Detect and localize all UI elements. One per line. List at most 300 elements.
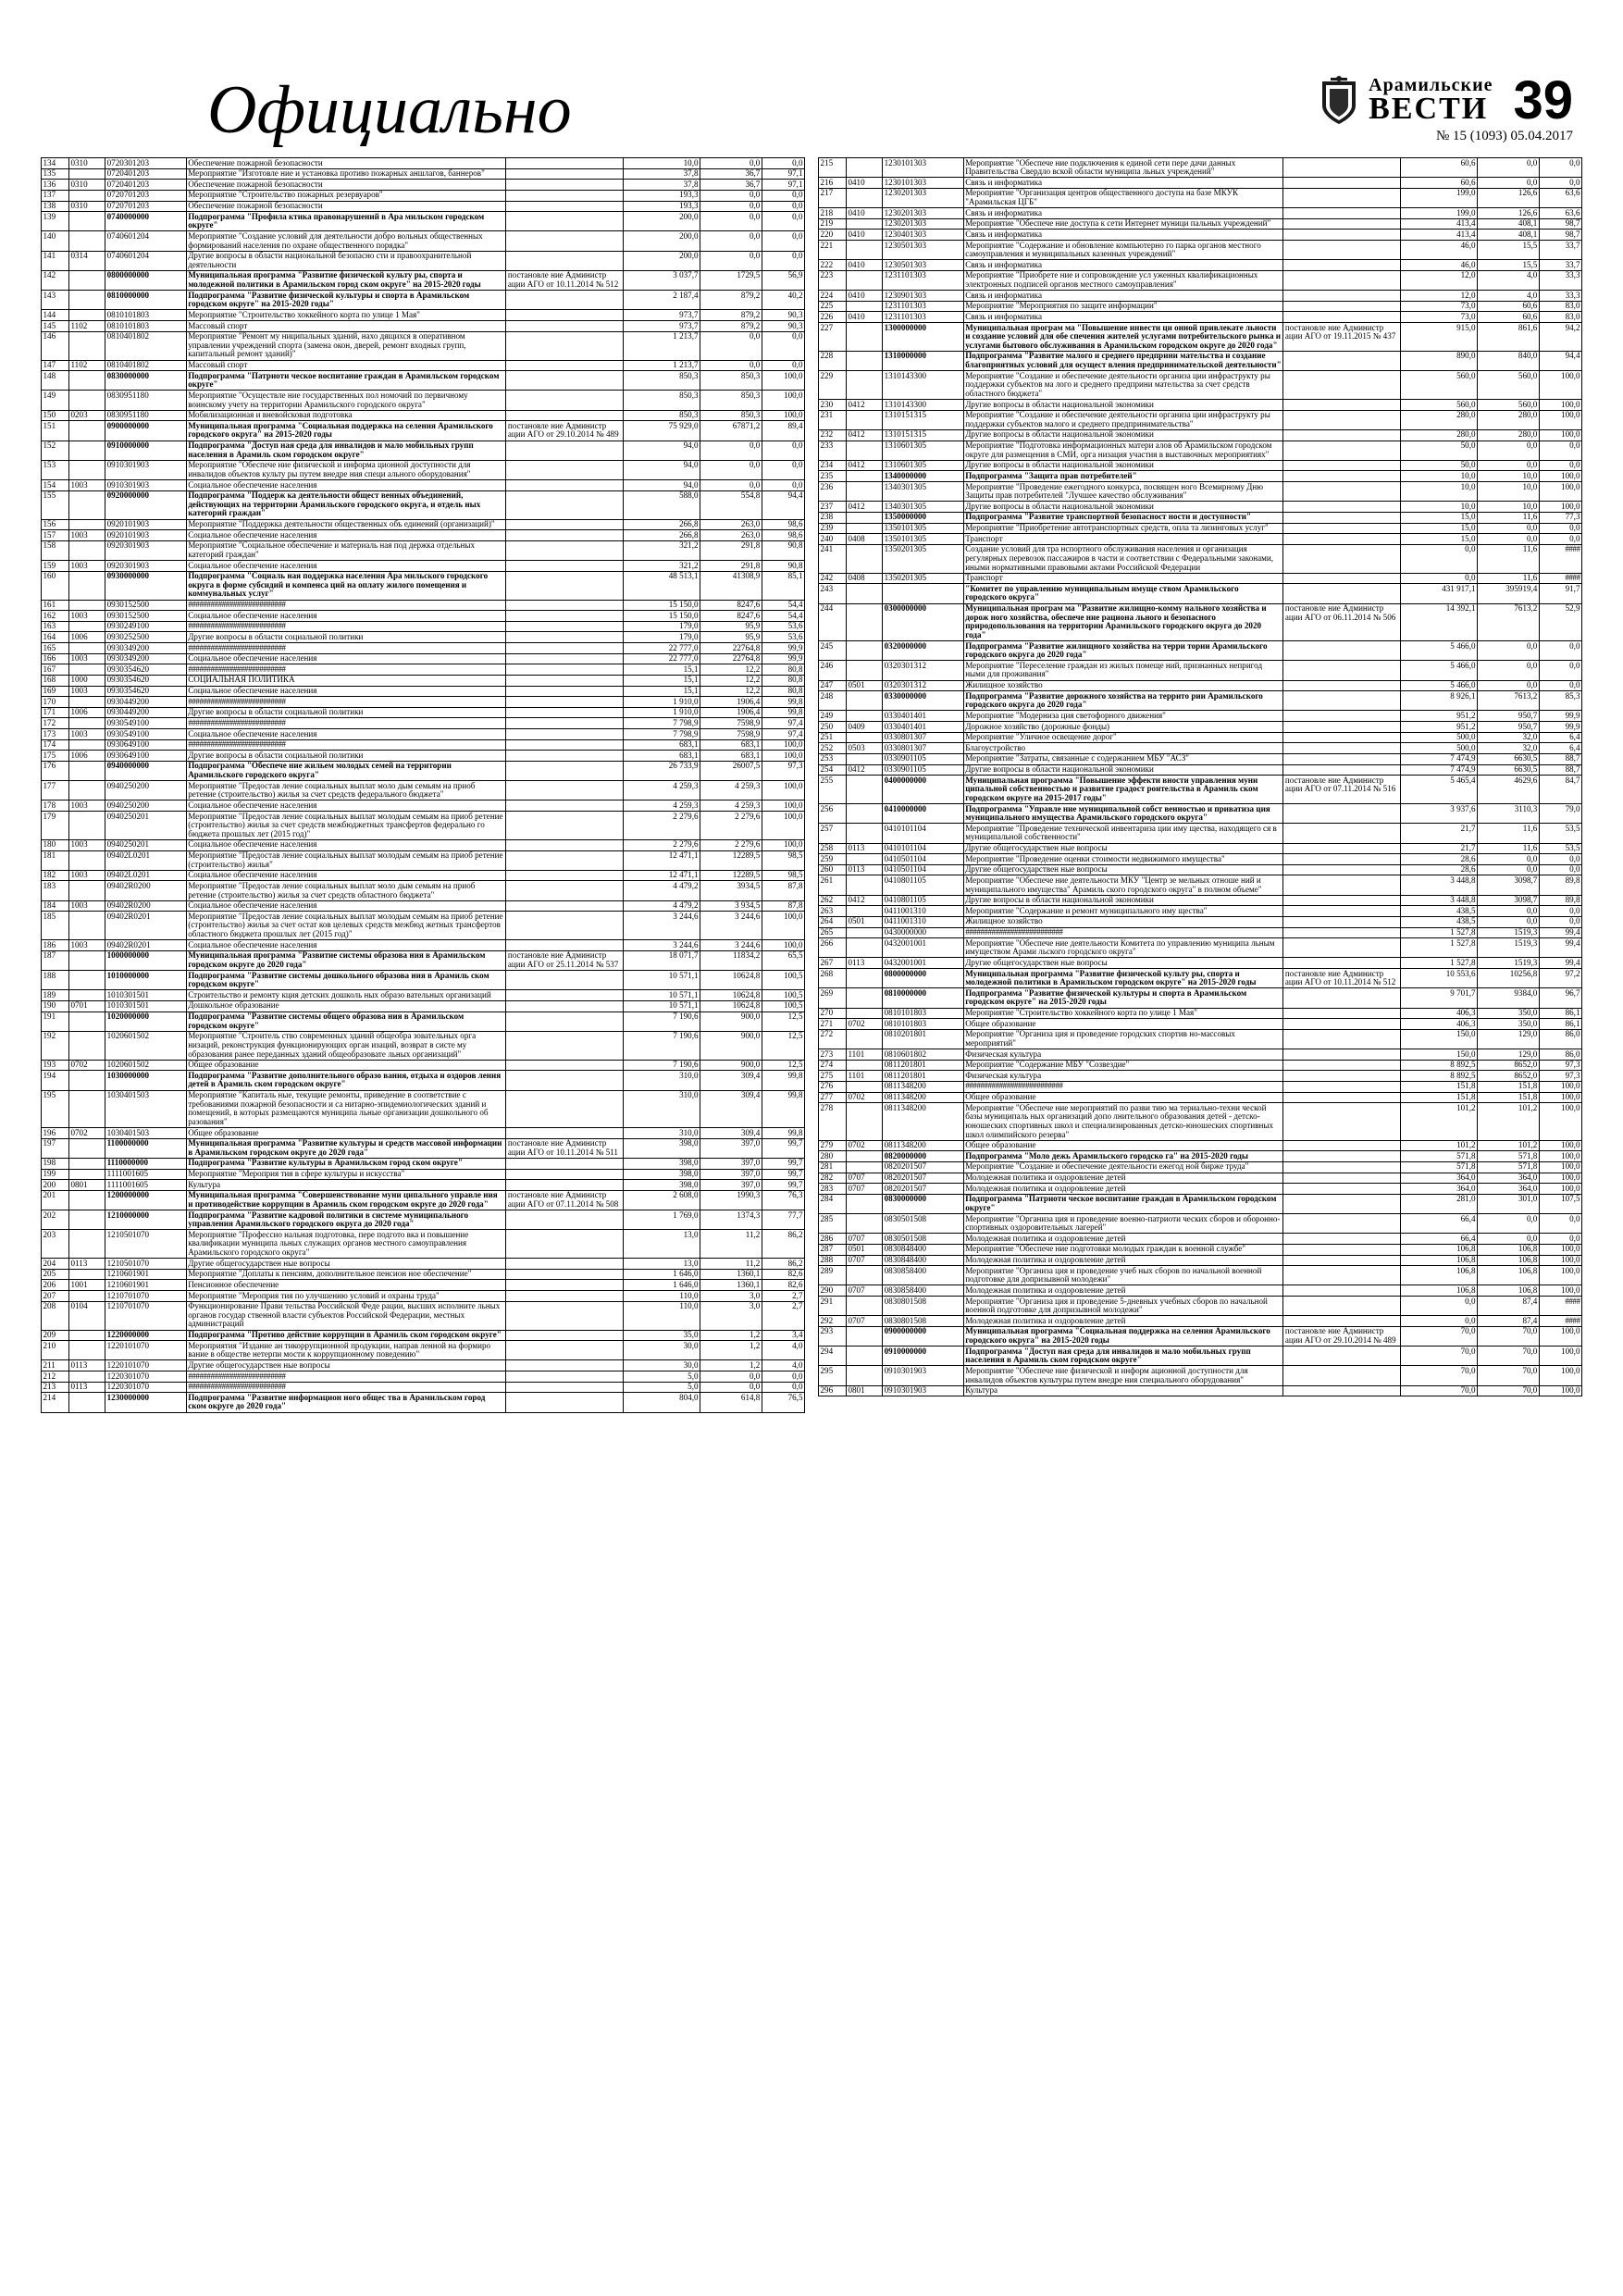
table-row (42, 1210, 805, 1230)
cell-c7: 0,0 (700, 190, 762, 201)
cell-c2: 1003 (68, 870, 105, 881)
cell-c7: 106,8 (1478, 1266, 1540, 1285)
table-row (42, 1000, 805, 1011)
cell-c5 (506, 739, 624, 751)
cell-c1: 186 (42, 940, 69, 951)
cell-c3: 1230201303 (883, 208, 964, 219)
cell-c8: 100,0 (762, 800, 804, 812)
cell-c4: Молодежная политика и оздоровление детей (963, 1285, 1283, 1297)
cell-c6: 106,8 (1401, 1266, 1478, 1285)
cell-c5 (506, 781, 624, 800)
cell-c3: 0940250200 (105, 781, 187, 800)
cell-c8: 100,0 (1539, 1244, 1581, 1255)
cell-c1: 192 (42, 1031, 69, 1060)
cell-c6: 1 910,0 (624, 707, 700, 718)
cell-c1: 210 (42, 1341, 69, 1360)
cell-c2 (68, 1269, 105, 1280)
cell-c3: 0720701203 (105, 201, 187, 212)
cell-c2 (846, 711, 882, 722)
cell-c4: Подпрограмма "Развитие физической культуры и спорта в Арамильском городском округе" на 2015-2020 годы (963, 988, 1283, 1008)
cell-c8: 98,7 (1539, 218, 1581, 230)
cell-c7: 11,2 (700, 1230, 762, 1259)
cell-c8: 99,4 (1539, 958, 1581, 969)
cell-c2: 0702 (846, 1019, 882, 1030)
cell-c8: 100,0 (1539, 1266, 1581, 1285)
table-row (42, 410, 805, 421)
cell-c3: 1230201303 (883, 188, 964, 207)
cell-c5 (1283, 1173, 1401, 1184)
cell-c3: 0930152500 (105, 611, 187, 622)
cell-c1: 255 (819, 776, 847, 804)
cell-c3: 1230101303 (883, 178, 964, 189)
cell-c3: 0810201801 (883, 1029, 964, 1049)
cell-c3: 1310601305 (883, 441, 964, 460)
cell-c7: 263,0 (700, 519, 762, 530)
cell-c1: 264 (819, 916, 847, 927)
cell-c1: 157 (42, 530, 69, 541)
cell-c2 (68, 812, 105, 840)
cell-c2 (68, 600, 105, 611)
cell-c4: Подпрограмма "Управле ние муниципальной собст венностью и приватиза ция муниципального имущества Арамильского городского округа" (963, 804, 1283, 824)
left-column (41, 157, 805, 1413)
cell-c3: 0320301312 (883, 680, 964, 691)
cell-c8: 0,0 (762, 190, 804, 201)
cell-c7: 0,0 (1478, 906, 1540, 917)
cell-c2: 1003 (68, 653, 105, 664)
cell-c5 (1283, 680, 1401, 691)
table-row (42, 1169, 805, 1180)
cell-c8: 12,5 (762, 1011, 804, 1031)
cell-c6: 66,4 (1401, 1214, 1478, 1234)
cell-c8: 100,0 (1539, 502, 1581, 513)
cell-c5 (506, 664, 624, 676)
cell-c4: Мероприятие "Приобрете ние и сопровождение усл уженных квалификационных электронных подписей органов местного самоуправления" (963, 270, 1283, 290)
table-row (819, 691, 1582, 711)
cell-c8: 98,5 (762, 870, 804, 881)
cell-c8: 0,0 (762, 212, 804, 231)
cell-c5 (506, 600, 624, 611)
cell-c2: 0113 (68, 1382, 105, 1393)
cell-c8: 82,6 (762, 1269, 804, 1280)
cell-c2: 0412 (846, 764, 882, 776)
cell-c3: 09402R0200 (105, 900, 187, 912)
table-row (42, 291, 805, 310)
cell-c2 (846, 1029, 882, 1049)
cell-c4: Мероприятие "Создание условий для деятельности добро вольных общественных формирований населения по охране общественного порядка" (186, 231, 506, 251)
cell-c1: 162 (42, 611, 69, 622)
cell-c2 (68, 1169, 105, 1180)
cell-c2: 1003 (68, 729, 105, 740)
cell-c3: 0930549100 (105, 718, 187, 729)
cell-c8: 100,0 (762, 371, 804, 391)
cell-c2: 0801 (846, 1385, 882, 1396)
table-row (819, 824, 1582, 843)
cell-c8: 100,0 (1539, 429, 1581, 441)
cell-c1: 284 (819, 1194, 847, 1213)
cell-c2 (846, 988, 882, 1008)
cell-c2: 1003 (68, 480, 105, 491)
cell-c3: 1111001605 (105, 1169, 187, 1180)
cell-c6: 951,2 (1401, 711, 1478, 722)
cell-c5 (506, 1011, 624, 1031)
cell-c3: 0720301203 (105, 158, 187, 169)
cell-c6: 200,0 (624, 212, 700, 231)
cell-c7: 614,8 (700, 1393, 762, 1412)
cell-c7: 0,0 (1478, 854, 1540, 865)
cell-c1: 251 (819, 732, 847, 743)
cell-c7: 309,4 (700, 1071, 762, 1090)
masthead (41, 37, 1582, 148)
cell-c1: 231 (819, 410, 847, 429)
cell-c6: 4 259,3 (624, 800, 700, 812)
cell-c8: #### (1539, 1297, 1581, 1316)
cell-c6: 70,0 (1401, 1366, 1478, 1385)
cell-c2: 0412 (846, 460, 882, 471)
cell-c5 (506, 990, 624, 1001)
table-row (819, 916, 1582, 927)
table-row (819, 776, 1582, 804)
cell-c7: 900,0 (700, 1060, 762, 1071)
cell-c2 (68, 331, 105, 360)
cell-c5 (1283, 460, 1401, 471)
cell-c7: 560,0 (1478, 400, 1540, 411)
cell-c5 (506, 1158, 624, 1169)
cell-c2 (846, 603, 882, 641)
cell-c2: 0707 (846, 1316, 882, 1327)
cell-c6: 3 244,6 (624, 940, 700, 951)
table-row (42, 251, 805, 270)
table-row (42, 1291, 805, 1302)
cell-c4: Мероприятие "Организа ция и проведение городских спортив но-массовых мероприятий" (963, 1029, 1283, 1049)
right-column (818, 157, 1582, 1413)
cell-c3: 0900000000 (883, 1326, 964, 1346)
cell-c4: Мероприятие "Предостав ление социальных выплат молодым семьям на приоб ретение (строительство) жилья" (186, 850, 506, 870)
cell-c3: 09402L0201 (105, 850, 187, 870)
cell-c4: Мероприятие "Создание и обеспечение деятельности организа ции инфраструкту ры поддержки субъектов малого и среднего предпринимательства" (963, 410, 1283, 429)
cell-c4: Социальное обеспечение населения (186, 480, 506, 491)
cell-c4: Мероприятие "Обеспече ние физической и информа ционной доступности для инвалидов объектов культу ры путем внедре ния специ ального оборудования" (186, 460, 506, 479)
cell-c4: Связь и информатика (963, 208, 1283, 219)
cell-c4: Подпрограмма "Противо действие коррупции в Арамиль ском городском округе" (186, 1330, 506, 1341)
cell-c5 (506, 1280, 624, 1291)
cell-c2 (846, 544, 882, 573)
cell-c2 (68, 1011, 105, 1031)
cell-c5 (506, 1360, 624, 1371)
cell-c4: Мероприятие "Строитель ство современных зданий общеобра зовательных орга низаций, реконструкция функционирующих орган изаций, возврат в систе му образования ранее переданных зданий общеобразовате льных организаций" (186, 1031, 506, 1060)
cell-c2: 0314 (68, 251, 105, 270)
cell-c7: 12289,5 (700, 850, 762, 870)
cell-c4: Мероприятие "Ремонт му ниципальных зданий, нахо дящихся в оперативном управлении учреждений спорта (замена окон, дверей, ремонт входных групп, капитальный ремонт зданий)" (186, 331, 506, 360)
cell-c7: 41308,9 (700, 571, 762, 600)
cell-c5 (506, 1071, 624, 1090)
cell-c1: 294 (819, 1347, 847, 1366)
table-row (819, 958, 1582, 969)
cell-c4: Связь и информатика (963, 230, 1283, 241)
cell-c8: 100,0 (1539, 1140, 1581, 1151)
cell-c8: 100,0 (1539, 410, 1581, 429)
table-row (42, 990, 805, 1001)
cell-c1: 187 (42, 950, 69, 970)
cell-c6: 73,0 (1401, 301, 1478, 312)
cell-c2: 0702 (68, 1128, 105, 1139)
cell-c3: 1111001605 (105, 1180, 187, 1191)
cell-c6: 406,3 (1401, 1008, 1478, 1019)
cell-c8: 98,5 (762, 850, 804, 870)
cell-c2 (68, 441, 105, 460)
table-row (42, 675, 805, 686)
cell-c8: 80,8 (762, 664, 804, 676)
cell-c2: 1003 (68, 530, 105, 541)
cell-c3: 09402L0201 (105, 870, 187, 881)
cell-c2 (846, 1366, 882, 1385)
cell-c8: 97,2 (1539, 969, 1581, 988)
cell-c4: Другие вопросы в области социальной политики (186, 632, 506, 643)
cell-c2 (846, 218, 882, 230)
cell-c3: 1350101305 (883, 534, 964, 545)
cell-c8: 86,2 (762, 1259, 804, 1270)
cell-c4: Социальное обеспечение населения (186, 800, 506, 812)
cell-c5 (506, 391, 624, 410)
cell-c3: 0930649100 (105, 739, 187, 751)
cell-c8: 0,0 (762, 1382, 804, 1393)
cell-c6: 2 279,6 (624, 812, 700, 840)
table-row (819, 1173, 1582, 1184)
cell-c5 (1283, 958, 1401, 969)
table-row (819, 230, 1582, 241)
cell-c7: 60,6 (1478, 312, 1540, 323)
cell-c6: 28,6 (1401, 864, 1478, 875)
cell-c7: 36,7 (700, 180, 762, 191)
cell-c3: 0810601802 (883, 1049, 964, 1061)
cell-c4: Подпрограмма "Развитие системы общего образова ния в Арамильском городском округе" (186, 1011, 506, 1031)
cell-c6: 1 527,8 (1401, 927, 1478, 938)
cell-c8: 0,0 (762, 460, 804, 479)
cell-c6: 413,4 (1401, 218, 1478, 230)
cell-c4: Мероприятие "Профессио нальная подготовка, пере подгото вка и повышение квалификации муниципа льных служащих органов местного самоуправления Арамильского городского округа" (186, 1230, 506, 1259)
cell-c5 (506, 1090, 624, 1128)
cell-c6: 5 466,0 (1401, 680, 1478, 691)
cell-c1: 254 (819, 764, 847, 776)
cell-c8: 97,1 (762, 180, 804, 191)
cell-c7: 1906,4 (700, 707, 762, 718)
cell-c1: 236 (819, 482, 847, 502)
cell-c1: 189 (42, 990, 69, 1001)
cell-c4: Молодежная политика и оздоровление детей (963, 1234, 1283, 1245)
cell-c7: 151,8 (1478, 1081, 1540, 1092)
cell-c3: 1230401303 (883, 230, 964, 241)
cell-c6: 500,0 (1401, 732, 1478, 743)
cell-c4: Подпрограмма "Развитие системы дошкольного образова ния в Арамиль ском городском округе" (186, 971, 506, 990)
table-row (819, 764, 1582, 776)
cell-c7: 9384,0 (1478, 988, 1540, 1008)
cell-c3: 1030401503 (105, 1128, 187, 1139)
cell-c1: 207 (42, 1291, 69, 1302)
cell-c2 (68, 231, 105, 251)
cell-c4: Муниципальная программа "Социальная поддержка на селения Арамильского городского округа" на 2015-2020 годы (186, 421, 506, 441)
cell-c3: 0330801307 (883, 743, 964, 754)
cell-c2: 0701 (68, 1000, 105, 1011)
cell-c4: Физическая культура (963, 1049, 1283, 1061)
cell-c6: 179,0 (624, 621, 700, 632)
cell-c3: 1230501303 (883, 260, 964, 271)
table-row (819, 927, 1582, 938)
cell-c6: 1 213,7 (624, 331, 700, 360)
cell-c6: 10 571,1 (624, 1000, 700, 1011)
cell-c6: 15,0 (1401, 534, 1478, 545)
cell-c7: 0,0 (700, 1371, 762, 1383)
cell-c4: ########################## (186, 739, 506, 751)
cell-c1: 272 (819, 1029, 847, 1049)
cell-c4: Молодежная политика и оздоровление детей (963, 1173, 1283, 1184)
cell-c2 (846, 241, 882, 260)
table-row (819, 1049, 1582, 1061)
cell-c7: 1519,3 (1478, 927, 1540, 938)
cell-c5 (1283, 351, 1401, 370)
table-row (819, 1151, 1582, 1162)
cell-c7: 101,2 (1478, 1140, 1540, 1151)
cell-c1: 217 (819, 188, 847, 207)
cell-c3: 0320000000 (883, 641, 964, 661)
cell-c2 (846, 1347, 882, 1366)
table-row (819, 573, 1582, 584)
cell-c3: 0930000000 (105, 571, 187, 600)
cell-c8: 100,0 (1539, 371, 1581, 400)
cell-c6: 973,7 (624, 321, 700, 332)
cell-c8: 76,3 (762, 1190, 804, 1210)
cell-c6: 12,0 (1401, 270, 1478, 290)
cell-c4: Мероприятие "Предостав ление социальных выплат молодым семьям на приоб ретение (строительство) жилья за счет остат ков целевых средств межбюд жетных трансфертов областного бюджета прошлых лет (2015 год)" (186, 912, 506, 940)
cell-c8: 87,8 (762, 881, 804, 900)
cell-c5 (1283, 753, 1401, 764)
cell-c5 (506, 632, 624, 643)
cell-c7: 106,8 (1478, 1255, 1540, 1266)
cell-c3: 1020000000 (105, 1011, 187, 1031)
cell-c4: Другие вопросы в области национальной экономики (963, 429, 1283, 441)
cell-c8: 54,4 (762, 600, 804, 611)
cell-c5 (1283, 573, 1401, 584)
cell-c1: 171 (42, 707, 69, 718)
cell-c1: 253 (819, 753, 847, 764)
table-row (819, 804, 1582, 824)
cell-c7: 0,0 (700, 480, 762, 491)
cell-c7: 1,2 (700, 1330, 762, 1341)
cell-c6: 30,0 (624, 1341, 700, 1360)
cell-c4: Подпрограмма "Развитие дополнительного образо вания, отдыха и оздоров ления детей в Арамиль ском городском округе" (186, 1071, 506, 1090)
cell-c8: 56,9 (762, 270, 804, 290)
cell-c7: 3 244,6 (700, 912, 762, 940)
cell-c1: 208 (42, 1301, 69, 1330)
cell-c7: 7598,9 (700, 729, 762, 740)
cell-c7: 397,0 (700, 1169, 762, 1180)
cell-c4: Культура (186, 1180, 506, 1191)
cell-c3: 1220000000 (105, 1330, 187, 1341)
cell-c5 (1283, 429, 1401, 441)
cell-c8: 0,0 (762, 231, 804, 251)
cell-c1: 235 (819, 471, 847, 482)
cell-c7: 900,0 (700, 1011, 762, 1031)
cell-c3 (883, 584, 964, 603)
cell-c2 (68, 1071, 105, 1090)
cell-c3: 0820201507 (883, 1173, 964, 1184)
cell-c8: 89,8 (1539, 895, 1581, 906)
cell-c6: 15,1 (624, 686, 700, 697)
cell-c8: 94,4 (1539, 351, 1581, 370)
cell-c8: 98,7 (1539, 230, 1581, 241)
cell-c3: 1030000000 (105, 1071, 187, 1090)
cell-c3: 0910301903 (105, 460, 187, 479)
cell-c3: 0810000000 (105, 291, 187, 310)
table-row (42, 751, 805, 762)
cell-c4: Мероприятие "Уличное освещение дорог" (963, 732, 1283, 743)
cell-c5 (506, 251, 624, 270)
cell-c6: 7 474,9 (1401, 753, 1478, 764)
cell-c6: 266,8 (624, 530, 700, 541)
cell-c4: Мероприятие "Приобретение автотранспортных средств, опла та лизинговых услуг" (963, 523, 1283, 534)
table-row (819, 732, 1582, 743)
table-row (42, 1360, 805, 1371)
cell-c8: 4,0 (762, 1360, 804, 1371)
cell-c7: 1729,5 (700, 270, 762, 290)
table-row (819, 680, 1582, 691)
cell-c7: 3098,7 (1478, 895, 1540, 906)
cell-c4: Другие вопросы в области национальной экономики (963, 895, 1283, 906)
cell-c7: 151,8 (1478, 1092, 1540, 1103)
cell-c2 (68, 990, 105, 1001)
cell-c3: 1230901303 (883, 291, 964, 302)
cell-c3: 1310000000 (883, 351, 964, 370)
cell-c8: 6,4 (1539, 732, 1581, 743)
cell-c3: 0820201507 (883, 1184, 964, 1195)
cell-c3: 0410000000 (883, 804, 964, 824)
cell-c7: 0,0 (700, 231, 762, 251)
cell-c4: Общее образование (963, 1019, 1283, 1030)
cell-c4: ########################## (186, 697, 506, 708)
cell-c3: 0810101803 (883, 1008, 964, 1019)
cell-c8: 99,7 (762, 1180, 804, 1191)
cell-c3: 1350101305 (883, 523, 964, 534)
cell-c6: 151,8 (1401, 1081, 1478, 1092)
table-row (42, 310, 805, 321)
cell-c7: 70,0 (1478, 1385, 1540, 1396)
cell-c5 (1283, 178, 1401, 189)
cell-c7: 26007,5 (700, 761, 762, 780)
cell-c5 (506, 480, 624, 491)
cell-c2 (68, 1330, 105, 1341)
cell-c6: 70,0 (1401, 1385, 1478, 1396)
cell-c4: Муниципальная программа "Повышение эффекти вности управления муни ципальной собственностью и развитие градост роительства в Арамиль ском городском округе на 2015-2017 годы" (963, 776, 1283, 804)
cell-c4: Подпрограмма "Развитие информацион ного общес тва в Арамильском город ском округе до 2020 года" (186, 1393, 506, 1412)
cell-c6: 398,0 (624, 1158, 700, 1169)
cell-c7: 0,0 (700, 201, 762, 212)
cell-c2 (846, 1081, 882, 1092)
cell-c6: 75 929,0 (624, 421, 700, 441)
cell-c5 (506, 839, 624, 850)
cell-c3: 0330401401 (883, 722, 964, 733)
cell-c2 (846, 584, 882, 603)
cell-c7: 0,0 (1478, 460, 1540, 471)
cell-c3: 1340301305 (883, 502, 964, 513)
cell-c4: Подпрограмма "Развитие дорожного хозяйства на террито рии Арамильского городского округа до 2020 года" (963, 691, 1283, 711)
table-row (42, 1280, 805, 1291)
cell-c1: 223 (819, 270, 847, 290)
cell-c7: 397,0 (700, 1138, 762, 1158)
cell-c1: 286 (819, 1234, 847, 1245)
cell-c4: Подпрограмма "Развитие жилищного хозяйства на терри тории Арамильского городского округа до 2020 года" (963, 641, 1283, 661)
cell-c7: 22764,8 (700, 653, 762, 664)
cell-c2 (846, 1214, 882, 1234)
cell-c2: 1003 (68, 686, 105, 697)
table-row (819, 1244, 1582, 1255)
